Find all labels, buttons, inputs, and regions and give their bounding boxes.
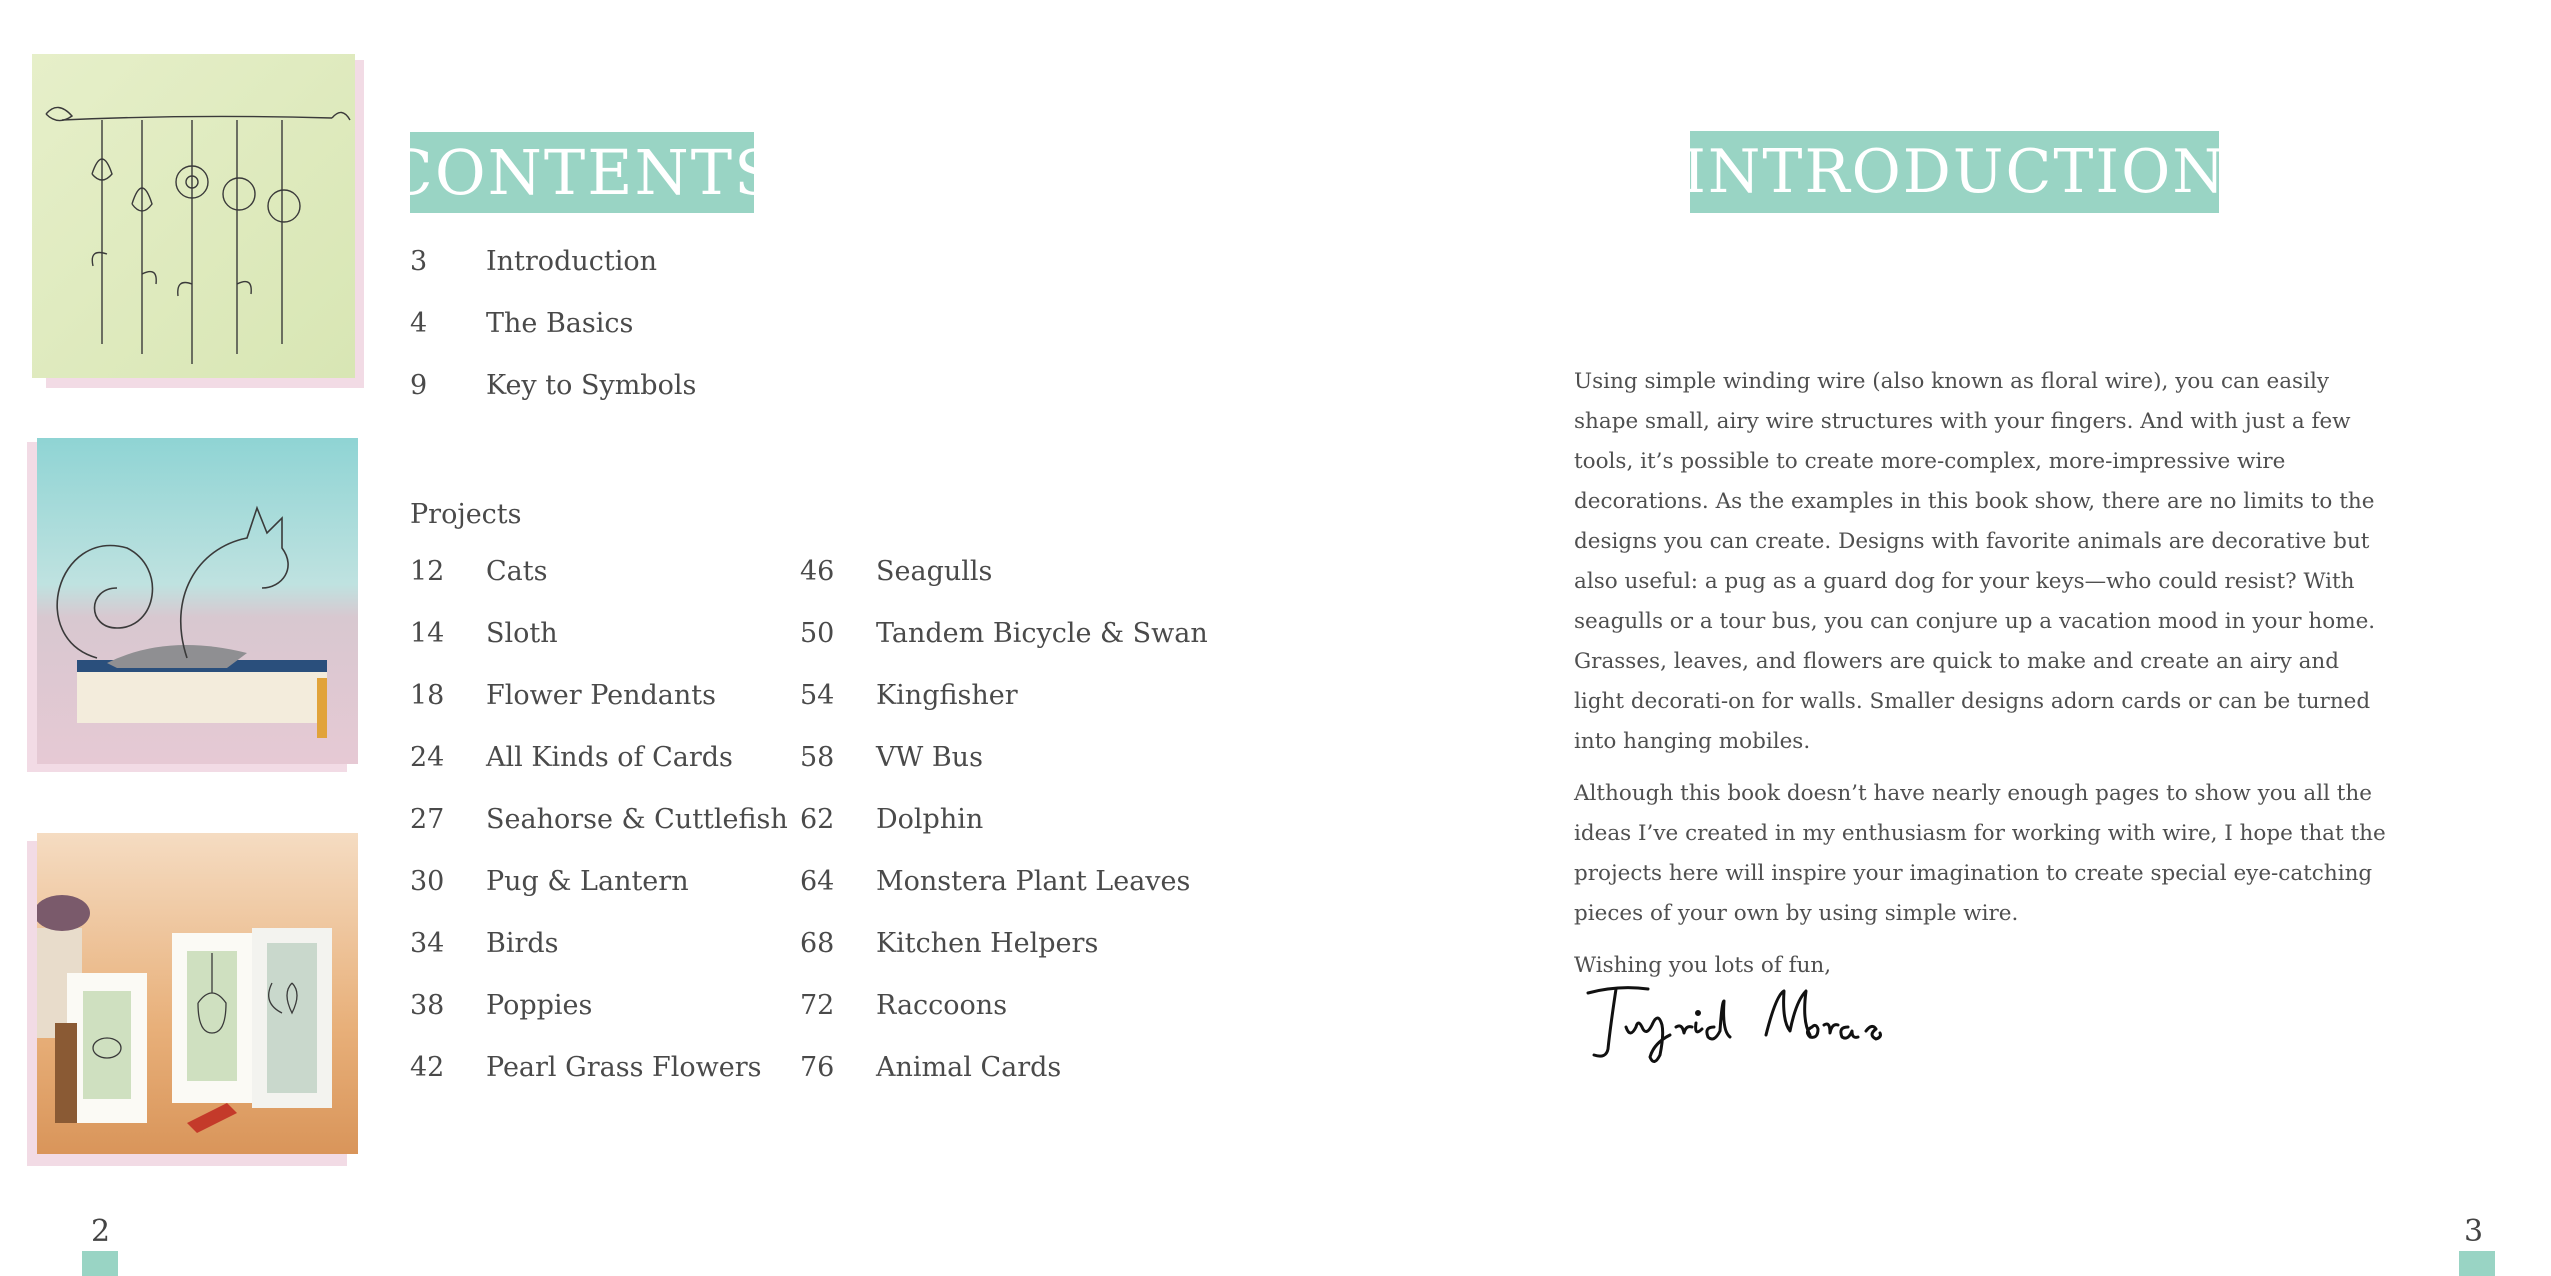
toc-title: Pug & Lantern xyxy=(486,866,689,897)
toc-page-number: 54 xyxy=(800,680,835,711)
toc-title: Introduction xyxy=(486,246,657,277)
toc-title: Poppies xyxy=(486,990,593,1021)
toc-title: Seahorse & Cuttlefish xyxy=(486,804,788,835)
toc-title: Pearl Grass Flowers xyxy=(486,1052,762,1083)
toc-title: All Kinds of Cards xyxy=(486,742,733,773)
photo-wire-cards xyxy=(37,833,358,1154)
toc-page-number: 72 xyxy=(800,990,835,1021)
toc-page-number: 68 xyxy=(800,928,835,959)
toc-title: Animal Cards xyxy=(876,1052,1062,1083)
author-signature xyxy=(1576,975,1926,1075)
intro-closing: Wishing you lots of fun, xyxy=(1574,953,1832,978)
toc-title: Flower Pendants xyxy=(486,680,717,711)
photo-wire-cat-on-notebook xyxy=(37,438,358,764)
toc-page-number: 46 xyxy=(800,556,835,587)
toc-page-number: 14 xyxy=(410,618,445,649)
toc-page-number: 24 xyxy=(410,742,445,773)
toc-title: The Basics xyxy=(486,308,634,339)
toc-page-number: 12 xyxy=(410,556,445,587)
toc-title: Cats xyxy=(486,556,548,587)
toc-title: Tandem Bicycle & Swan xyxy=(876,618,1208,649)
toc-title: Kitchen Helpers xyxy=(876,928,1099,959)
toc-page-number: 27 xyxy=(410,804,445,835)
toc-page-number: 30 xyxy=(410,866,445,897)
toc-title: Birds xyxy=(486,928,559,959)
toc-title: Raccoons xyxy=(876,990,1008,1021)
toc-page-number: 64 xyxy=(800,866,835,897)
toc-title: VW Bus xyxy=(876,742,983,773)
toc-page-number: 50 xyxy=(800,618,835,649)
introduction-heading: INTRODUCTION xyxy=(1690,131,2219,213)
toc-page-number: 3 xyxy=(410,246,428,277)
introduction-body xyxy=(1574,362,2394,998)
intro-paragraph: Although this book doesn’t have nearly enough pages to show you all the ideas I’ve created in my enthusiasm for working with wire, I hope that the projects here will inspire your imagination to create special eye-catching pieces of your own by using simple wire. xyxy=(1574,781,2386,926)
toc-title: Sloth xyxy=(486,618,558,649)
toc-page-number: 62 xyxy=(800,804,835,835)
photo-wire-flowers xyxy=(32,54,355,378)
page-tab-left xyxy=(82,1251,118,1276)
toc-page-number: 4 xyxy=(410,308,428,339)
toc-title: Key to Symbols xyxy=(486,370,697,401)
page-number-left: 2 xyxy=(91,1214,111,1249)
contents-heading: CONTENTS xyxy=(410,132,754,213)
toc-page-number: 38 xyxy=(410,990,445,1021)
toc-page-number: 58 xyxy=(800,742,835,773)
page-tab-right xyxy=(2459,1251,2495,1276)
toc-page-number: 34 xyxy=(410,928,445,959)
toc-page-number: 42 xyxy=(410,1052,445,1083)
intro-paragraph: Using simple winding wire (also known as floral wire), you can easily shape small, airy wire structures with your fingers. And with just a few tools, it’s possible to create more-complex, more-impressive wire decorations. As the examples in this book show, there are no limits to the designs you can create. Designs with favorite animals are decorative but also useful: a pug as a guard dog for your keys—who could resist? With seagulls or a tour bus, you can conjure up a vacation mood in your home. Grasses, leaves, and flowers are quick to make and create an airy and light decorati-on for walls. Smaller designs adorn cards or can be turned into hanging mobiles. xyxy=(1574,369,2376,754)
page-number-right: 3 xyxy=(2464,1214,2484,1249)
toc-page-number: 18 xyxy=(410,680,445,711)
toc-title: Seagulls xyxy=(876,556,993,587)
toc-title: Monstera Plant Leaves xyxy=(876,866,1191,897)
toc-title: Dolphin xyxy=(876,804,984,835)
toc-title: Kingfisher xyxy=(876,680,1018,711)
projects-label: Projects xyxy=(410,499,522,530)
toc-page-number: 9 xyxy=(410,370,428,401)
toc-page-number: 76 xyxy=(800,1052,835,1083)
